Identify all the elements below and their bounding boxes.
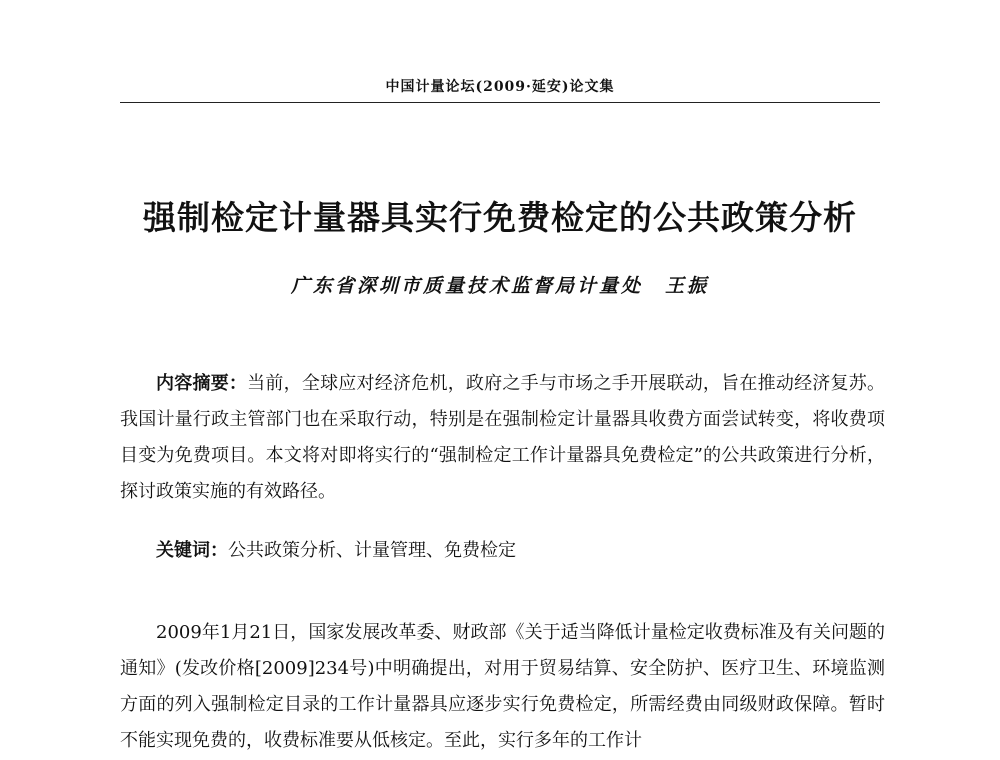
running-header: 中国计量论坛(2009·延安)论文集: [385, 79, 615, 95]
body-paragraph: 2009年1月21日，国家发展改革委、财政部《关于适当降低计量检定收费标准及有关问题的通知》(发改价格[2009]234号)中明确提出，对用于贸易结算、安全防护、医疗卫生、环境监测方面的列入强制检定目录的工作计量器具应逐步实行免费检定，所需经费由同级财政保障。暂时不能实现免费的，收费标准要从低核定。至此，实行多年的工作计: [120, 622, 885, 751]
abstract-text: 当前，全球应对经济危机，政府之手与市场之手开展联动，旨在推动经济复苏。我国计量行政主管部门也在采取行动，特别是在强制检定计量器具收费方面尝试转变，将收费项目变为免费项目。本文将对即将实行的“强制检定工作计量器具免费检定”的公共政策进行分析，探讨政策实施的有效路径。: [120, 373, 885, 502]
keywords-text: 公共政策分析、计量管理、免费检定: [228, 540, 516, 561]
paper-title: 强制检定计量器具实行免费检定的公共政策分析: [143, 198, 857, 237]
header-rule: [120, 102, 880, 103]
author-affiliation: 广东省深圳市质量技术监督局计量处: [290, 275, 643, 297]
author-line: [0, 271, 1000, 298]
abstract-paragraph: [120, 366, 885, 510]
keywords-label: 关键词：: [156, 540, 228, 561]
abstract-label: 内容摘要：: [156, 373, 248, 394]
keywords-paragraph: [120, 533, 885, 569]
author-name: 王振: [665, 275, 710, 297]
